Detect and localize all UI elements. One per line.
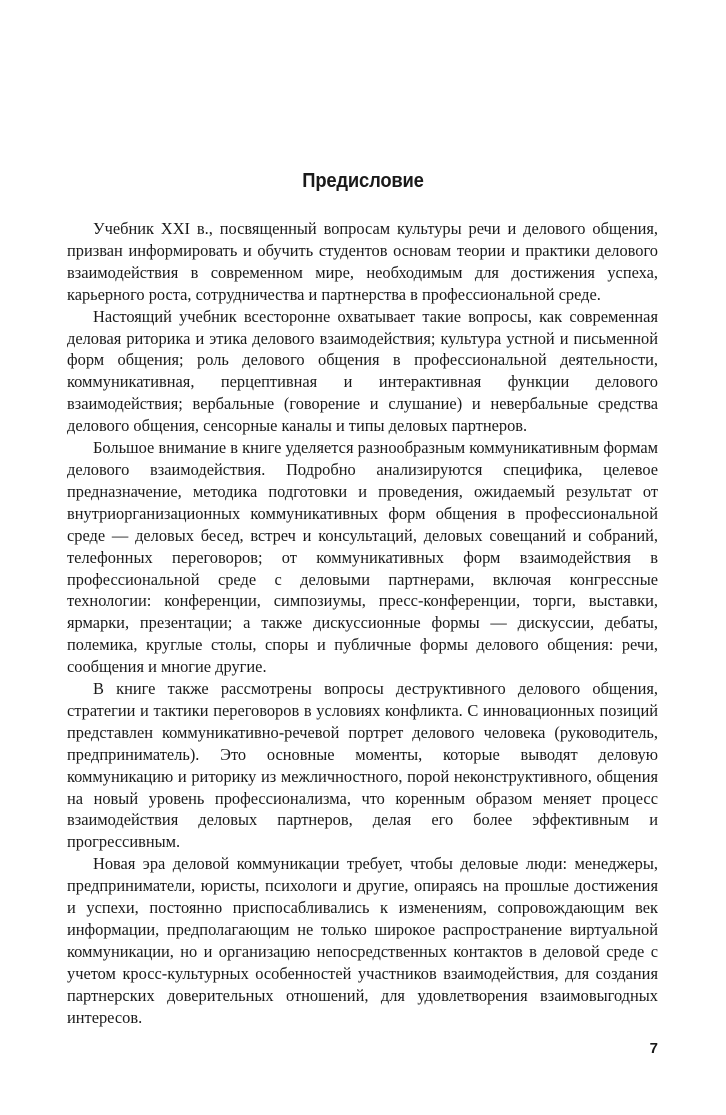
page-title: Предисловие bbox=[302, 170, 424, 193]
paragraph: Новая эра деловой коммуникации требует, чтобы деловые люди: менеджеры, предприниматели, юристы, психологи и другие, опираясь на прошлые достижения и успехи, постоянно приспосабливались к изменениям, сопровождающим век информации, предполагающим не только широкое распространение виртуальной коммуникации, но и организацию непосредственных контактов в деловой среде с учетом кросс-культурных особенностей участников взаимодействия, для создания партнерских доверительных отношений, для удовлетворения взаимовыгодных интересов. bbox=[67, 854, 658, 1027]
paragraph: В книге также рассмотрены вопросы деструктивного делового общения, стратегии и тактики переговоров в условиях конфликта. С инновационных позиций представлен коммуникативно-речевой портрет делового человека (руководитель, предприниматель). Это основные моменты, которые выводят деловую коммуникацию и риторику из межличностного, порой неконструктивного, общения на новый уровень профессионализма, что коренным образом меняет процесс взаимодействия деловых партнеров, делая его более эффективным и прогрессивным. bbox=[67, 679, 658, 852]
paragraph: Учебник XXI в., посвященный вопросам культуры речи и делового общения, призван информировать и обучить студентов основам теории и практики делового взаимодействия в современном мире, необходимым для достижения успеха, карьерного роста, сотрудничества и партнерства в профессиональной среде. bbox=[67, 219, 658, 304]
paragraph: Настоящий учебник всесторонне охватывает такие вопросы, как современная деловая риторика и этика делового взаимодействия; культура устной и письменной форм общения; роль делового общения в профессиональной деятельности, коммуникативная, перцептивная и интерактивная функции делового взаимодействия; вербальные (говорение и слушание) и невербальные средства делового общения, сенсорные каналы и типы деловых партнеров. bbox=[67, 306, 658, 436]
preface-body bbox=[67, 218, 658, 1029]
page-number: 7 bbox=[649, 1040, 658, 1057]
paragraph: Большое внимание в книге уделяется разнообразным коммуникативным формам делового взаимодействия. Подробно анализируются специфика, целевое предназначение, методика подготовки и проведения, ожидаемый результат от внутриорганизационных коммуникативных форм общения в профессиональной среде — деловых бесед, встреч и консультаций, деловых совещаний и собраний, телефонных переговоров; от коммуникативных форм взаимодействия в профессиональной среде с деловыми партнерами, включая конгрессные технологии: конференции, симпозиумы, пресс-конференции, торги, выставки, ярмарки, презентации; а также дискуссионные формы — дискуссии, дебаты, полемика, круглые столы, споры и публичные формы делового общения: речи, сообщения и многие другие. bbox=[67, 438, 658, 677]
